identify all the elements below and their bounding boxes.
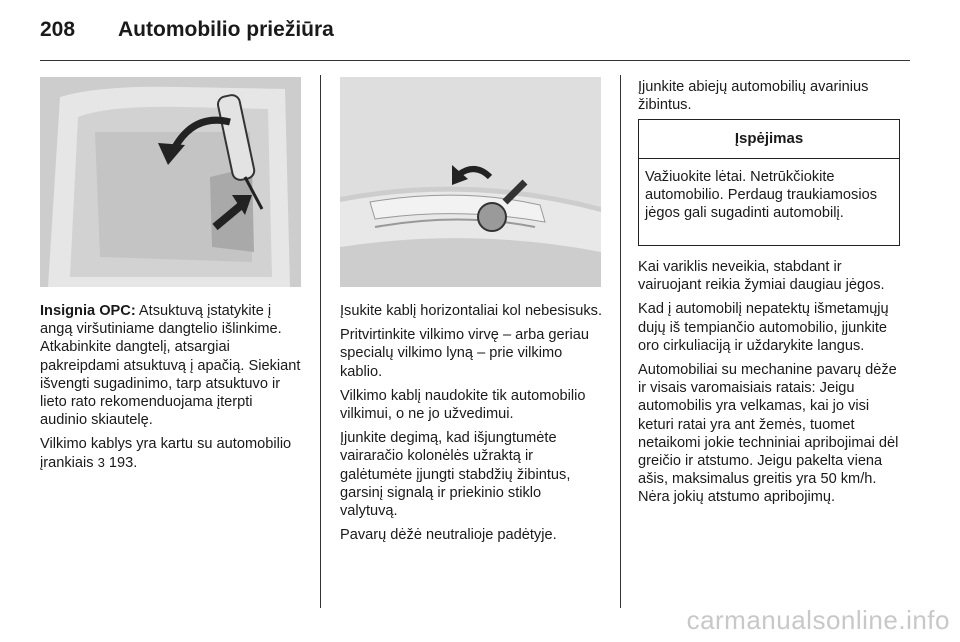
tools-text: Vilkimo kablys yra kartu su automobilio įrankiais [40,436,292,471]
paragraph: Įjunkite abiejų automobilių avarinius žibintus. [638,79,869,114]
column-3-text [638,258,903,513]
column-1-text [40,302,302,478]
paragraph: Automobiliai su mechanine pavarų dėže ir visais varomaisiais ratais: Jeigu automobilis yra velkamas, kai jo visi keturi ratai yra ant žemės, tuomet netaikomi jokie techniniai apribojimai dėl greičio ir atstumo. Jeigu pakelta viena ašis, maksimalus greitis yra 50 km/h. Nėra jokių atstumo apribojimų. [638,362,899,506]
paragraph: Pritvirtinkite vilkimo virvę – arba geriau specialų vilkimo lyną – prie vilkimo kablio. [340,327,589,380]
figure-towing-hook [340,77,601,287]
chapter-title: Automobilio priežiūra [118,18,334,41]
caption-label: Insignia OPC: [40,303,136,319]
page-header [40,12,910,61]
paragraph: Kai variklis neveikia, stabdant ir vairuojant reikia žymiai daugiau jėgos. [638,259,885,294]
column-3-intro [638,78,903,120]
column-divider [620,75,621,608]
watermark: carmanualsonline.info [686,605,950,635]
paragraph: Kad į automobilį nepatektų išmetamųjų dujų iš tempiančio automobilio, įjunkite oro cirkuliaciją ir uždarykite langus. [638,301,889,354]
page-ref-icon: 3 [97,454,105,470]
paragraph: Vilkimo kablį naudokite tik automobilio vilkimui, o ne jo užvedimui. [340,387,586,423]
paragraph: Įjunkite degimą, kad išjungtumėte vairaračio kolonėlės užraktą ir galėtumėte įjungti stabdžių žibintus, garsinį signalą ir priekinio stiklo valytuvą. [340,430,571,520]
caption-text: Atsuktuvą įstatykite į angą viršutiniame dangtelio išlinkime. Atkabinkite dangtelį, atsargiai pakreipdami atsuktuvą į apačią. Siekiant išvengti sugadinimo, tarp atsuktuvo ir lieto rato rekomenduojama įterpti audinio skiautelę. [40,303,301,429]
page-number: 208 [40,18,76,41]
column-divider [320,75,321,608]
paragraph: Įsukite kablį horizontaliai kol nebesisuks. [340,303,603,319]
paragraph: Pavarų dėžė neutralioje padėtyje. [340,527,557,544]
figure-screwdriver-cover [40,77,301,287]
warning-box [638,119,900,246]
column-2-text [340,302,602,550]
caption-paragraph [40,302,302,429]
warning-title: Įspėjimas [639,120,899,159]
warning-text: Važiuokite lėtai. Netrūkčiokite automobilio. Perdaug traukiamosios jėgos gali sugadinti automobilį. [645,169,878,222]
tools-paragraph [40,435,302,471]
page-ref-link[interactable]: 193. [104,454,138,471]
